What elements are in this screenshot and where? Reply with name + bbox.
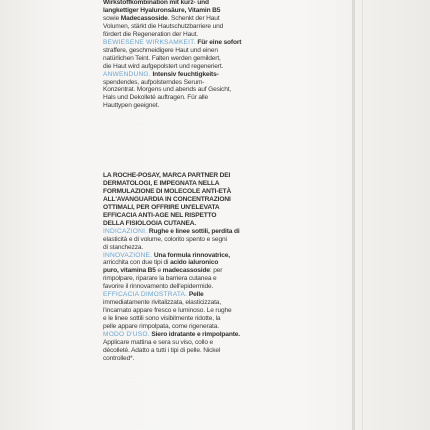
- it-heading-innovation: INNOVAZIONE.: [103, 251, 153, 259]
- it-header-6: EFFICACIA ANTI-AGE NEL RISPETTO: [103, 211, 217, 219]
- it-line-8: favorire il rinnovamento dell'epidermide.: [103, 283, 214, 291]
- it-line-5: [103, 259, 343, 267]
- it-line-6d: : per: [209, 267, 223, 275]
- it-header-2: DERMATOLOGI, E IMPEGNATA NELLA: [103, 179, 220, 187]
- it-line-5b: acido ialuronico: [170, 259, 219, 267]
- ingredient-label: [103, 0, 343, 430]
- de-line-10b: Intensiv feuchtigkeits-: [150, 70, 219, 78]
- it-line-14: [103, 331, 343, 339]
- de-line-13: Hals und Dekolleté auftragen. Für alle: [103, 94, 208, 102]
- it-line-9b: Pelle: [187, 291, 204, 299]
- it-line-6: [103, 267, 343, 275]
- it-header-4: ALL'AVANGUARDIA IN CONCENTRAZIONI: [103, 195, 231, 203]
- de-line-3c: . Schenkt der Haut: [167, 14, 220, 22]
- it-heading-efficacy: EFFICACIA DIMOSTRATA.: [103, 291, 188, 299]
- it-heading-usage: MODO D'USO.: [103, 331, 150, 339]
- de-line-7: straffere, geschmeidigere Haut und einen: [103, 46, 218, 54]
- de-line-14: Hauttypen geeignet.: [103, 102, 160, 110]
- de-line-4: Volumen, stärkt die Hautschutzbarriere und: [103, 22, 224, 30]
- de-line-3: [103, 15, 343, 23]
- de-heading-proven: BEWIESENE WIRKSAMKEIT.: [103, 38, 196, 46]
- it-line-3: di stanchezza.: [103, 243, 144, 251]
- it-line-6b: e: [155, 267, 163, 275]
- de-line-3b: Madecassoside: [120, 14, 168, 22]
- it-line-7: rimpolpare, riparare la barriera cutanea e: [103, 275, 217, 283]
- it-line-12: e le linee sottili sono visibilmente ridotte, la: [103, 315, 221, 323]
- it-line-11: l'incarnato appare fresco e luminoso. Le rughe: [103, 307, 232, 315]
- it-line-9: [103, 291, 343, 299]
- it-line-15: Applicare mattina e sera su viso, collo e: [103, 339, 214, 347]
- de-line-5: fördert die Regeneration der Haut.: [103, 30, 198, 38]
- it-header-7: DELLA FISIOLOGIA CUTANEA.: [103, 219, 197, 227]
- it-line-17: controlled*.: [103, 354, 135, 362]
- it-line-2: elasticità e di volume, colorito spento e segni: [103, 235, 227, 243]
- de-heading-usage: ANWENDUNG.: [103, 70, 151, 78]
- de-line-9: die Haut wird aufgepolstert und regeneriert.: [103, 62, 224, 70]
- package-edge-line: [352, 0, 355, 430]
- de-line-1: Wirkstoffkombination mit kurz- und: [103, 0, 209, 6]
- it-header-5: OTTIMALI, PER OFFRIRE UN'ELEVATA: [103, 203, 220, 211]
- it-line-6c: madecassoside: [162, 267, 210, 275]
- de-line-11: spendendes, aufpolsterndes Serum-: [103, 78, 205, 86]
- it-line-1b: Rughe e linee sottili, perdita di: [147, 227, 240, 235]
- it-line-13: pelle appare rimpolpata, come rigenerata.: [103, 323, 219, 331]
- it-line-16: décolleté. Adatto a tutti i tipi di pelle. Nickel: [103, 346, 221, 354]
- it-line-10: immediatamente rivitalizzata, elasticizzata,: [103, 299, 221, 307]
- it-line-4: [103, 252, 343, 260]
- de-line-10: [103, 71, 343, 79]
- it-line-1: [103, 228, 343, 236]
- italian-description: [103, 172, 343, 363]
- it-heading-indications: INDICAZIONI.: [103, 227, 148, 235]
- german-description: [103, 0, 343, 110]
- de-line-2: langkettiger Hyaluronsäure, Vitamin B5: [103, 6, 221, 14]
- it-line-6a: puro, vitamina B5: [103, 267, 156, 275]
- de-line-12: Konzentrat. Morgens und abends auf Gesicht,: [103, 86, 232, 94]
- it-header-1: LA ROCHE-POSAY, MARCA PARTNER DEI: [103, 172, 231, 179]
- package-edge-line-thin: [362, 0, 363, 430]
- it-line-5a: arricchita con due tipi di: [103, 259, 171, 267]
- it-header-3: FORMULAZIONE DI MOLECOLE ANTI-ETÀ: [103, 187, 232, 195]
- de-line-6b: Für eine sofort: [195, 38, 242, 46]
- de-line-3a: sowie: [103, 14, 121, 22]
- de-line-8: natürlichen Teint. Falten werden gemildert,: [103, 54, 221, 62]
- it-line-4b: Una formula rinnovatrice,: [152, 251, 230, 259]
- it-line-14b: Siero idratante e rimpolpante.: [149, 331, 240, 339]
- de-line-6: [103, 39, 343, 47]
